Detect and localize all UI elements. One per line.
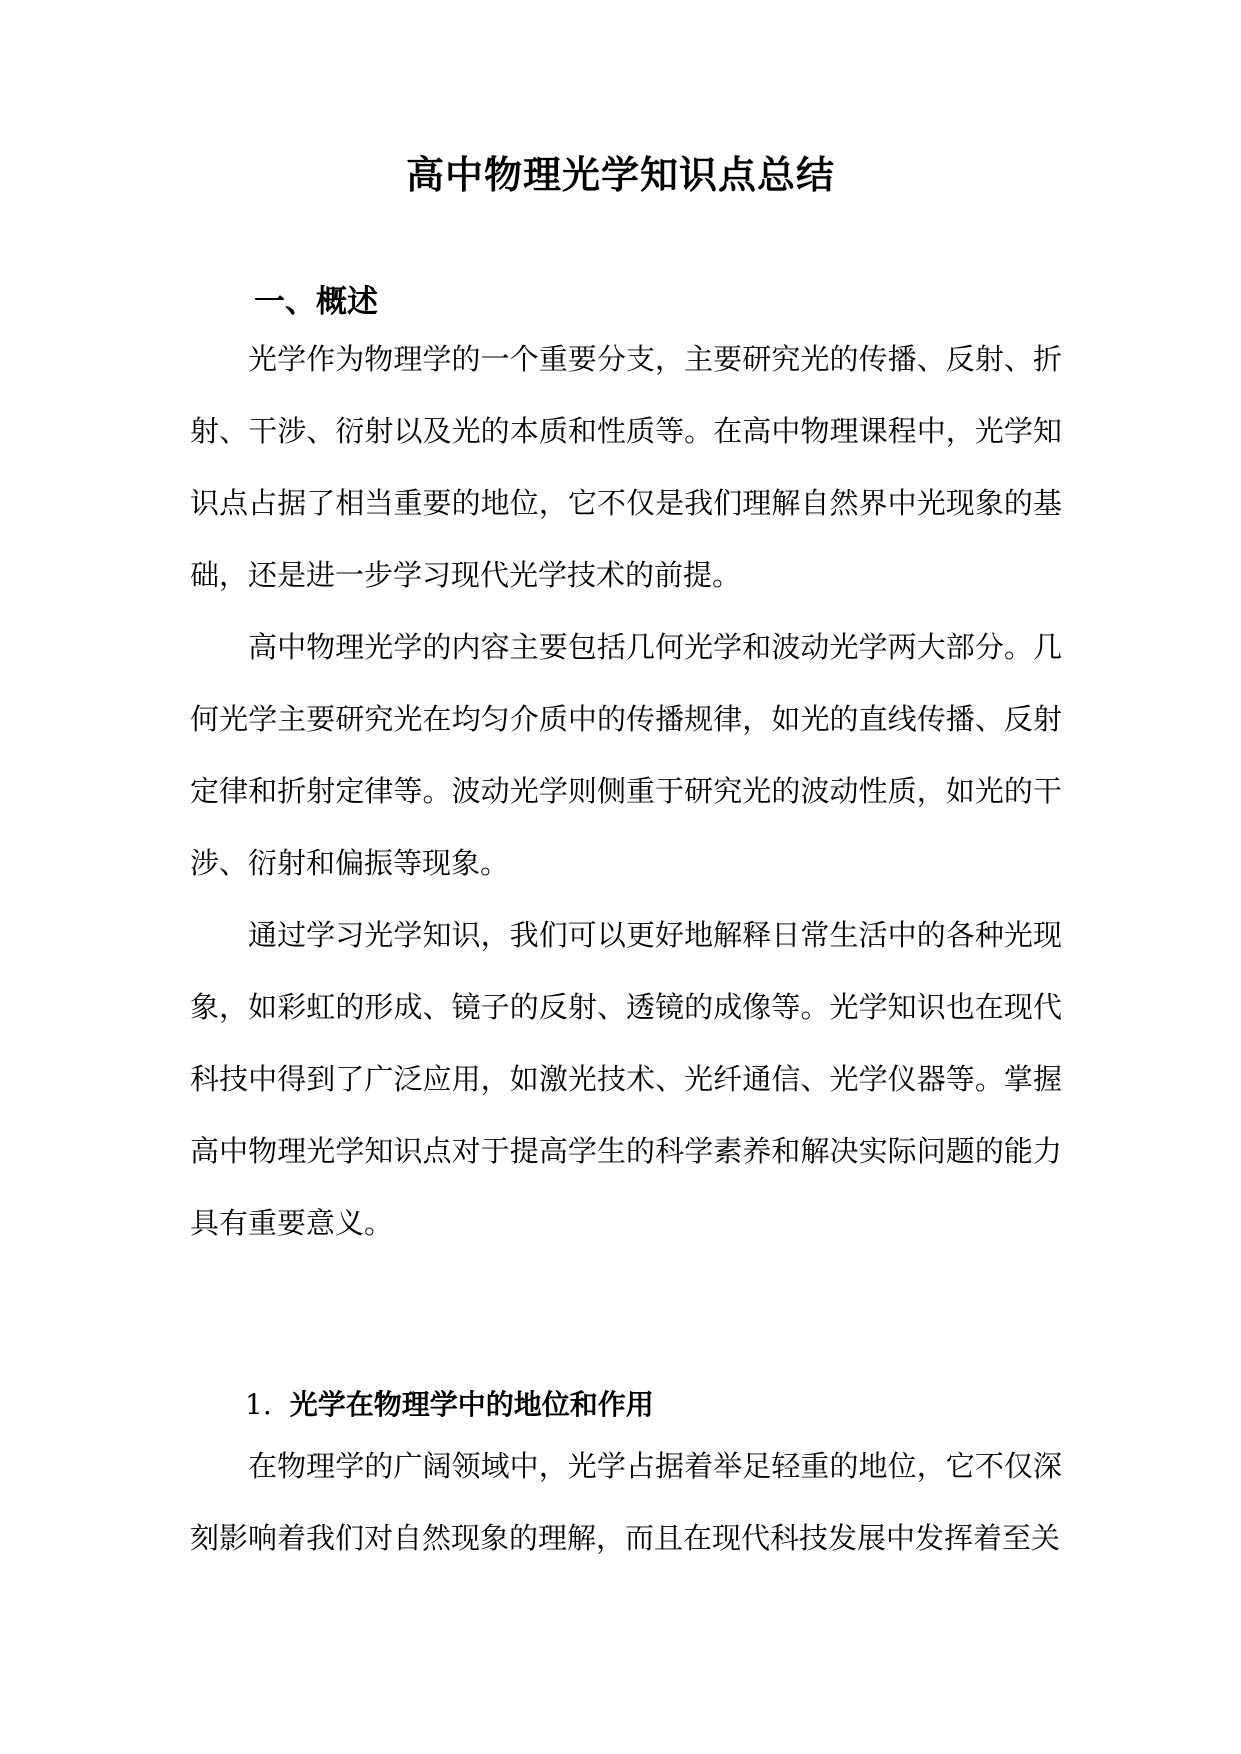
document-title: 高中物理光学知识点总结	[405, 152, 835, 197]
subsection-number: 1.	[245, 1388, 272, 1421]
subsection-heading-role	[245, 1385, 654, 1425]
paragraph-intro: 光学作为物理学的一个重要分支，主要研究光的传播、反射、折射、干涉、衍射以及光的本质和性质等。在高中物理课程中，光学知识点占据了相当重要的地位，它不仅是我们理解自然界中光现象的基础，还是进一步学习现代光学技术的前提。	[190, 342, 1062, 592]
paragraph-content-scope: 高中物理光学的内容主要包括几何光学和波动光学两大部分。几何光学主要研究光在均匀介质中的传播规律，如光的直线传播、反射定律和折射定律等。波动光学则侧重于研究光的波动性质，如光的干涉、衍射和偏振等现象。	[190, 630, 1062, 880]
subsection-title: 光学在物理学中的地位和作用	[289, 1388, 654, 1421]
section-heading-overview: 一、概述	[254, 284, 378, 320]
paragraph-significance: 通过学习光学知识，我们可以更好地解释日常生活中的各种光现象，如彩虹的形成、镜子的反射、透镜的成像等。光学知识也在现代科技中得到了广泛应用，如激光技术、光纤通信、光学仪器等。掌握高中物理光学知识点对于提高学生的科学素养和解决实际问题的能力具有重要意义。	[190, 918, 1062, 1240]
paragraph-role-intro: 在物理学的广阔领域中，光学占据着举足轻重的地位，它不仅深刻影响着我们对自然现象的理解，而且在现代科技发展中发挥着至关	[190, 1449, 1062, 1555]
